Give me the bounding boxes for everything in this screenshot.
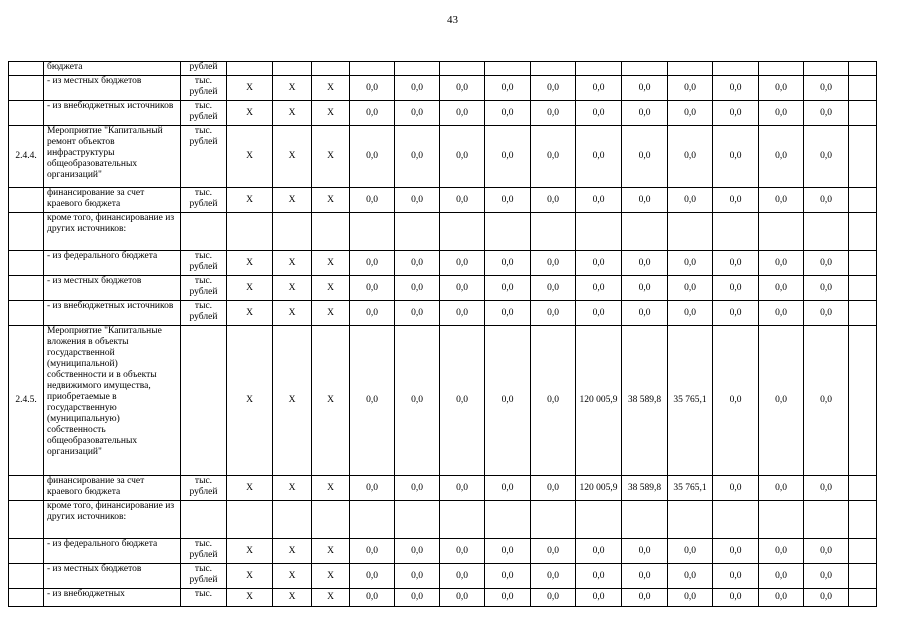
value-cell: 0,0 [713, 188, 759, 213]
value-cell: Х [227, 188, 273, 213]
value-cell: 0,0 [804, 301, 849, 326]
value-cell: 0,0 [395, 564, 440, 589]
value-cell: Х [227, 76, 273, 101]
value-cell: 0,0 [804, 476, 849, 501]
value-cell: Х [227, 589, 273, 607]
empty-cell [849, 126, 877, 188]
row-unit: тыс. [181, 589, 227, 607]
empty-cell [713, 213, 759, 251]
value-cell: 0,0 [485, 188, 531, 213]
empty-cell [622, 213, 668, 251]
value-cell: Х [273, 251, 312, 276]
row-unit: тыс. рублей [181, 276, 227, 301]
empty-cell [227, 213, 273, 251]
value-cell: Х [227, 101, 273, 126]
value-cell: 0,0 [531, 251, 576, 276]
value-cell: 0,0 [759, 101, 804, 126]
value-cell: 0,0 [759, 188, 804, 213]
value-cell: 0,0 [350, 276, 395, 301]
row-name: кроме того, финансирование из других источников: [44, 213, 181, 251]
row-unit: тыс. рублей [181, 188, 227, 213]
value-cell: 0,0 [531, 539, 576, 564]
value-cell: 0,0 [440, 251, 485, 276]
value-cell: 0,0 [485, 326, 531, 476]
empty-cell [759, 62, 804, 76]
value-cell: 0,0 [531, 276, 576, 301]
empty-cell [849, 276, 877, 301]
value-cell: 0,0 [395, 326, 440, 476]
value-cell: 0,0 [440, 564, 485, 589]
value-cell: 0,0 [713, 251, 759, 276]
value-cell: Х [273, 589, 312, 607]
value-cell: 0,0 [622, 126, 668, 188]
empty-cell [576, 62, 622, 76]
row-code [9, 101, 44, 126]
value-cell: 0,0 [350, 589, 395, 607]
empty-cell [849, 213, 877, 251]
value-cell: 0,0 [440, 326, 485, 476]
value-cell: Х [227, 276, 273, 301]
row-name: - из внебюджетных источников [44, 301, 181, 326]
row-name: - из местных бюджетов [44, 76, 181, 101]
empty-cell [531, 62, 576, 76]
value-cell: 0,0 [531, 476, 576, 501]
empty-cell [804, 62, 849, 76]
value-cell: 0,0 [804, 589, 849, 607]
value-cell: Х [312, 589, 350, 607]
value-cell: 0,0 [395, 76, 440, 101]
empty-cell [622, 62, 668, 76]
value-cell: 0,0 [713, 276, 759, 301]
table-row [9, 276, 877, 301]
value-cell: 0,0 [576, 276, 622, 301]
value-cell: 0,0 [759, 76, 804, 101]
value-cell: 0,0 [576, 589, 622, 607]
row-unit: тыс. рублей [181, 126, 227, 188]
empty-cell [713, 501, 759, 539]
empty-cell [440, 62, 485, 76]
value-cell: Х [312, 301, 350, 326]
value-cell: 120 005,9 [576, 476, 622, 501]
empty-cell [576, 213, 622, 251]
row-unit: тыс. рублей [181, 251, 227, 276]
value-cell: 0,0 [485, 76, 531, 101]
row-code [9, 188, 44, 213]
value-cell: 0,0 [668, 539, 713, 564]
row-code [9, 589, 44, 607]
table-row [9, 101, 877, 126]
value-cell: 0,0 [576, 301, 622, 326]
value-cell: Х [273, 301, 312, 326]
value-cell: 0,0 [531, 564, 576, 589]
value-cell: 0,0 [759, 301, 804, 326]
row-name: бюджета [44, 62, 181, 76]
value-cell: 0,0 [804, 251, 849, 276]
empty-cell [804, 213, 849, 251]
table-row [9, 62, 877, 76]
value-cell: 0,0 [350, 251, 395, 276]
value-cell: 0,0 [485, 126, 531, 188]
value-cell: 0,0 [485, 589, 531, 607]
empty-cell [350, 62, 395, 76]
table-row [9, 501, 877, 539]
value-cell: 0,0 [804, 276, 849, 301]
value-cell: 0,0 [350, 539, 395, 564]
empty-cell [350, 213, 395, 251]
value-cell: Х [227, 564, 273, 589]
row-code [9, 213, 44, 251]
value-cell: 0,0 [759, 276, 804, 301]
value-cell: 0,0 [440, 76, 485, 101]
value-cell: 0,0 [668, 589, 713, 607]
empty-cell [576, 501, 622, 539]
value-cell: 0,0 [485, 276, 531, 301]
row-name: финансирование за счет краевого бюджета [44, 188, 181, 213]
value-cell: 0,0 [668, 101, 713, 126]
empty-cell [312, 62, 350, 76]
row-name: - из местных бюджетов [44, 564, 181, 589]
value-cell: 0,0 [622, 301, 668, 326]
row-code [9, 62, 44, 76]
value-cell: 0,0 [576, 564, 622, 589]
table-row [9, 188, 877, 213]
value-cell: 0,0 [395, 101, 440, 126]
empty-cell [849, 539, 877, 564]
value-cell: 0,0 [804, 564, 849, 589]
value-cell: 0,0 [485, 539, 531, 564]
empty-cell [485, 62, 531, 76]
value-cell: Х [312, 101, 350, 126]
empty-cell [759, 501, 804, 539]
value-cell: Х [273, 76, 312, 101]
row-name: - из местных бюджетов [44, 276, 181, 301]
value-cell: 0,0 [759, 126, 804, 188]
value-cell: 0,0 [622, 251, 668, 276]
value-cell: Х [312, 476, 350, 501]
value-cell: Х [227, 251, 273, 276]
row-name: Мероприятие "Капитальные вложения в объекты государственной (муниципальной) собственности и в объекты недвижимого имущества, приобретаемые в государственную (муниципальную) собственность общеобразовательных организаций" [44, 326, 181, 476]
value-cell: 0,0 [713, 101, 759, 126]
empty-cell [713, 62, 759, 76]
value-cell: 0,0 [485, 101, 531, 126]
table-row [9, 251, 877, 276]
empty-cell [440, 213, 485, 251]
row-name: - из федерального бюджета [44, 251, 181, 276]
value-cell: Х [273, 326, 312, 476]
value-cell: 0,0 [440, 188, 485, 213]
empty-cell [273, 62, 312, 76]
empty-cell [273, 501, 312, 539]
value-cell: 0,0 [350, 476, 395, 501]
value-cell: 0,0 [759, 589, 804, 607]
value-cell: 0,0 [576, 76, 622, 101]
value-cell: 0,0 [759, 539, 804, 564]
row-unit: тыс. рублей [181, 539, 227, 564]
value-cell: Х [273, 101, 312, 126]
row-unit [181, 326, 227, 476]
value-cell: Х [312, 276, 350, 301]
value-cell: 0,0 [350, 101, 395, 126]
row-name: финансирование за счет краевого бюджета [44, 476, 181, 501]
value-cell: 38 589,8 [622, 326, 668, 476]
value-cell: 0,0 [668, 301, 713, 326]
row-unit: тыс. рублей [181, 476, 227, 501]
empty-cell [668, 62, 713, 76]
value-cell: 0,0 [395, 126, 440, 188]
value-cell: 0,0 [804, 188, 849, 213]
row-code [9, 539, 44, 564]
empty-cell [849, 251, 877, 276]
value-cell: Х [227, 539, 273, 564]
value-cell: Х [312, 76, 350, 101]
table-row [9, 539, 877, 564]
table-row [9, 213, 877, 251]
value-cell: 35 765,1 [668, 476, 713, 501]
value-cell: 0,0 [713, 301, 759, 326]
value-cell: 0,0 [395, 251, 440, 276]
value-cell: Х [312, 188, 350, 213]
value-cell: 0,0 [531, 326, 576, 476]
table-row [9, 326, 877, 476]
empty-cell [759, 213, 804, 251]
empty-cell [531, 213, 576, 251]
value-cell: 0,0 [531, 101, 576, 126]
value-cell: 0,0 [668, 251, 713, 276]
value-cell: Х [312, 564, 350, 589]
empty-cell [849, 326, 877, 476]
value-cell: 0,0 [804, 539, 849, 564]
value-cell: 0,0 [440, 301, 485, 326]
empty-cell [849, 62, 877, 76]
row-unit: тыс. рублей [181, 564, 227, 589]
value-cell: 0,0 [531, 76, 576, 101]
value-cell: 0,0 [804, 126, 849, 188]
value-cell: 0,0 [713, 539, 759, 564]
value-cell: 0,0 [713, 126, 759, 188]
empty-cell [849, 101, 877, 126]
value-cell: 0,0 [350, 326, 395, 476]
value-cell: 0,0 [576, 539, 622, 564]
budget-table-body [9, 62, 877, 607]
empty-cell [849, 188, 877, 213]
table-row [9, 589, 877, 607]
value-cell: 0,0 [440, 589, 485, 607]
value-cell: 0,0 [531, 589, 576, 607]
empty-cell [849, 76, 877, 101]
value-cell: 0,0 [576, 251, 622, 276]
value-cell: 0,0 [759, 564, 804, 589]
value-cell: 0,0 [622, 76, 668, 101]
value-cell: 0,0 [759, 476, 804, 501]
empty-cell [485, 501, 531, 539]
row-code [9, 301, 44, 326]
value-cell: 0,0 [440, 539, 485, 564]
value-cell: 0,0 [350, 126, 395, 188]
value-cell: 0,0 [531, 188, 576, 213]
empty-cell [668, 213, 713, 251]
value-cell: 0,0 [668, 188, 713, 213]
value-cell: 0,0 [531, 301, 576, 326]
value-cell: 0,0 [531, 126, 576, 188]
value-cell: 0,0 [350, 76, 395, 101]
row-code [9, 276, 44, 301]
value-cell: Х [273, 564, 312, 589]
value-cell: Х [227, 126, 273, 188]
empty-cell [395, 62, 440, 76]
value-cell: 0,0 [395, 301, 440, 326]
value-cell: 0,0 [668, 126, 713, 188]
value-cell: 0,0 [440, 476, 485, 501]
table-row [9, 301, 877, 326]
value-cell: 0,0 [395, 276, 440, 301]
value-cell: 0,0 [395, 188, 440, 213]
row-code [9, 564, 44, 589]
value-cell: 35 765,1 [668, 326, 713, 476]
empty-cell [622, 501, 668, 539]
row-name: кроме того, финансирование из других источников: [44, 501, 181, 539]
value-cell: Х [227, 301, 273, 326]
row-name: - из внебюджетных источников [44, 101, 181, 126]
row-unit: тыс. рублей [181, 76, 227, 101]
page-number: 43 [447, 14, 458, 26]
value-cell: 0,0 [485, 251, 531, 276]
empty-cell [668, 501, 713, 539]
value-cell: 0,0 [350, 564, 395, 589]
value-cell: Х [312, 539, 350, 564]
value-cell: 0,0 [622, 101, 668, 126]
value-cell: 0,0 [485, 476, 531, 501]
value-cell: Х [273, 188, 312, 213]
empty-cell [395, 501, 440, 539]
row-code [9, 501, 44, 539]
value-cell: Х [312, 126, 350, 188]
row-code [9, 251, 44, 276]
empty-cell [849, 301, 877, 326]
empty-cell [849, 501, 877, 539]
row-name: - из федерального бюджета [44, 539, 181, 564]
value-cell: Х [273, 126, 312, 188]
value-cell: 0,0 [576, 126, 622, 188]
value-cell: 0,0 [350, 301, 395, 326]
value-cell: 0,0 [759, 251, 804, 276]
value-cell: 0,0 [759, 326, 804, 476]
row-code: 2.4.5. [9, 326, 44, 476]
empty-cell [227, 501, 273, 539]
value-cell: Х [312, 326, 350, 476]
value-cell: 0,0 [485, 564, 531, 589]
row-unit [181, 213, 227, 251]
value-cell: 0,0 [440, 101, 485, 126]
empty-cell [849, 476, 877, 501]
value-cell: 0,0 [713, 326, 759, 476]
value-cell: 0,0 [395, 589, 440, 607]
row-unit: тыс. рублей [181, 101, 227, 126]
value-cell: Х [312, 251, 350, 276]
value-cell: 0,0 [804, 101, 849, 126]
empty-cell [804, 501, 849, 539]
value-cell: 0,0 [440, 126, 485, 188]
value-cell: 0,0 [668, 564, 713, 589]
row-code [9, 76, 44, 101]
row-name: - из внебюджетных [44, 589, 181, 607]
value-cell: 0,0 [668, 76, 713, 101]
value-cell: 0,0 [576, 188, 622, 213]
value-cell: 0,0 [622, 188, 668, 213]
empty-cell [273, 213, 312, 251]
value-cell: Х [273, 539, 312, 564]
value-cell: 0,0 [622, 589, 668, 607]
value-cell: 0,0 [713, 76, 759, 101]
value-cell: 0,0 [622, 539, 668, 564]
value-cell: Х [273, 476, 312, 501]
value-cell: 0,0 [713, 476, 759, 501]
row-unit: тыс. рублей [181, 301, 227, 326]
value-cell: 0,0 [440, 276, 485, 301]
empty-cell [485, 213, 531, 251]
value-cell: 0,0 [395, 539, 440, 564]
value-cell: 0,0 [622, 564, 668, 589]
empty-cell [440, 501, 485, 539]
table-row [9, 126, 877, 188]
value-cell: Х [227, 326, 273, 476]
value-cell: Х [273, 276, 312, 301]
value-cell: 0,0 [668, 276, 713, 301]
value-cell: 0,0 [804, 76, 849, 101]
table-row [9, 76, 877, 101]
budget-table [8, 61, 877, 607]
empty-cell [395, 213, 440, 251]
empty-cell [227, 62, 273, 76]
value-cell: 0,0 [576, 101, 622, 126]
row-unit: рублей [181, 62, 227, 76]
row-unit [181, 501, 227, 539]
empty-cell [312, 501, 350, 539]
table-row [9, 564, 877, 589]
value-cell: 120 005,9 [576, 326, 622, 476]
empty-cell [350, 501, 395, 539]
empty-cell [531, 501, 576, 539]
value-cell: Х [227, 476, 273, 501]
value-cell: 0,0 [713, 564, 759, 589]
empty-cell [849, 589, 877, 607]
value-cell: 0,0 [622, 276, 668, 301]
value-cell: 0,0 [713, 589, 759, 607]
empty-cell [849, 564, 877, 589]
value-cell: 38 589,8 [622, 476, 668, 501]
row-code [9, 476, 44, 501]
row-code: 2.4.4. [9, 126, 44, 188]
value-cell: 0,0 [485, 301, 531, 326]
empty-cell [312, 213, 350, 251]
table-row [9, 476, 877, 501]
row-name: Мероприятие "Капитальный ремонт объектов инфраструктуры общеобразовательных организаций" [44, 126, 181, 188]
value-cell: 0,0 [350, 188, 395, 213]
value-cell: 0,0 [395, 476, 440, 501]
value-cell: 0,0 [804, 326, 849, 476]
